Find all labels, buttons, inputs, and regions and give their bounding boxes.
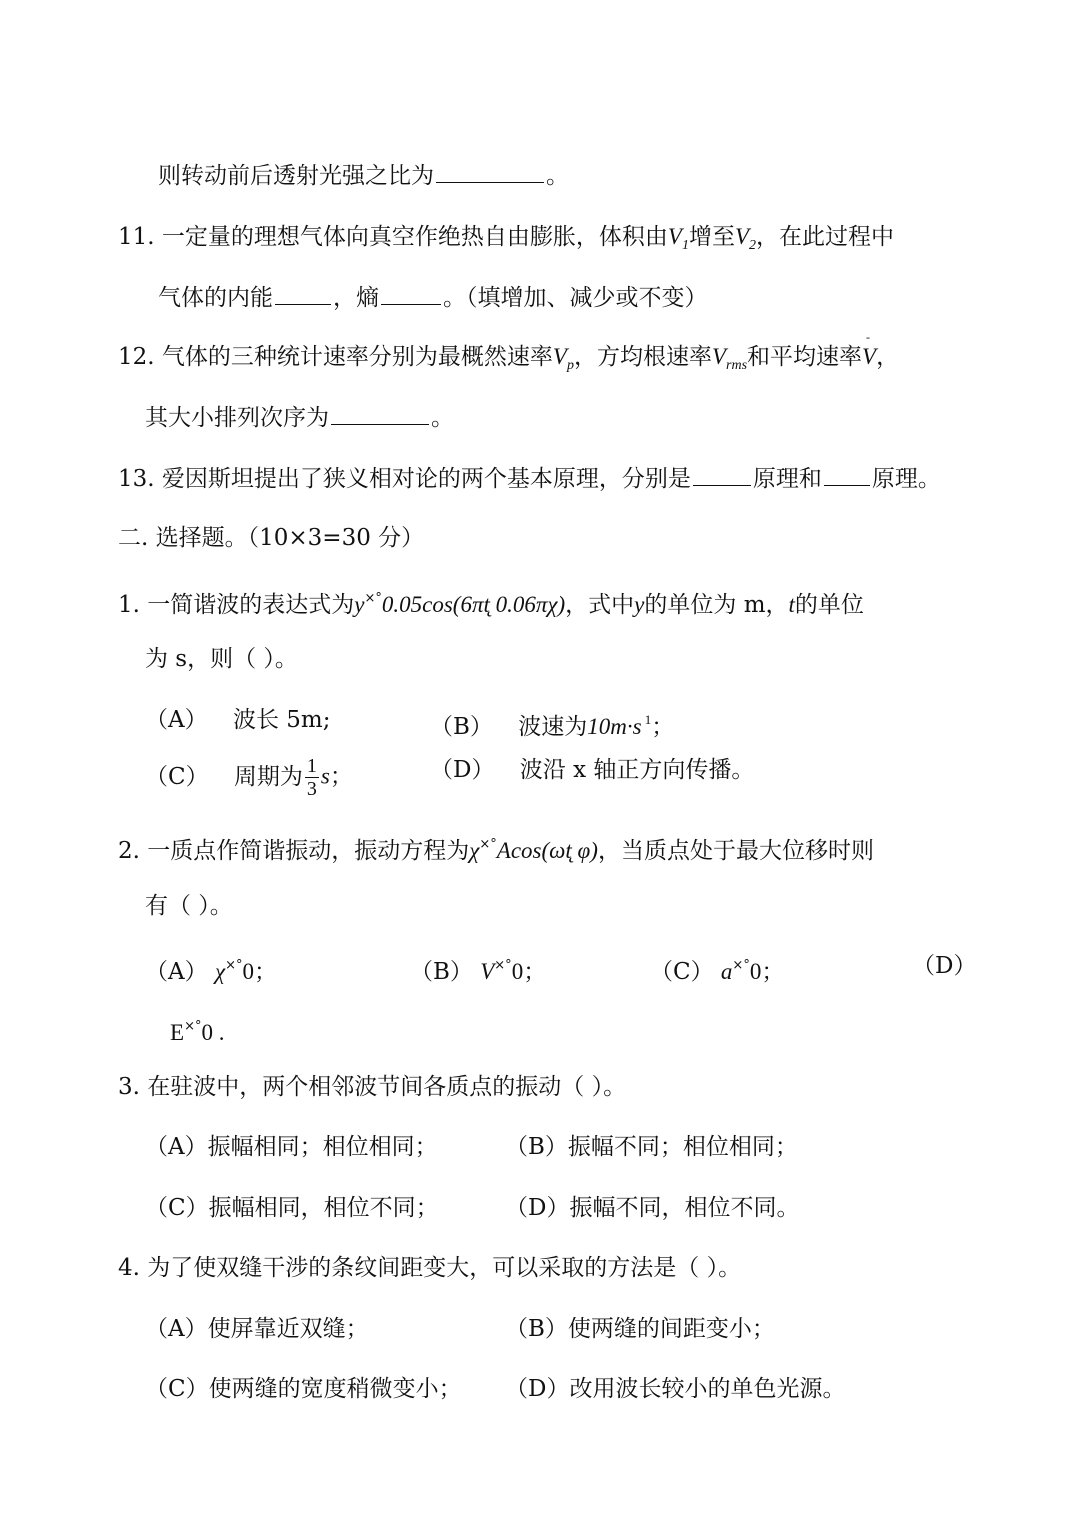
c1-option-a[interactable] <box>145 705 330 735</box>
var-e: E <box>170 1020 185 1045</box>
vp-symbol <box>552 344 574 373</box>
c1-eq-y: y <box>354 592 365 617</box>
v1-sub: 1 <box>681 238 689 253</box>
option-label: （A） <box>145 707 208 733</box>
q11-text-f: 。（填增加、减少或不变） <box>443 285 708 311</box>
q10-text: 则转动前后透射光强之比为 <box>158 163 434 189</box>
option-text: 波沿 x 轴正方向传播。 <box>519 757 755 783</box>
option-text: 周期为 <box>233 763 303 790</box>
c2-option-b[interactable] <box>410 951 546 987</box>
speed-value: 10m·s <box>587 714 642 739</box>
c2-eq-expression: Acos(ωt̨ φ) <box>496 838 598 863</box>
c2-eq-x: χ <box>469 838 480 863</box>
seconds-unit: s <box>320 763 330 789</box>
fraction-denominator: 3 <box>306 778 317 800</box>
zero-value: 0； <box>511 959 547 984</box>
q11-text-b: 增至 <box>688 224 735 250</box>
c2-option-c[interactable] <box>650 951 784 987</box>
option-label: （C） <box>650 959 714 985</box>
q11-entropy-blank[interactable] <box>381 282 441 305</box>
option-text: 波速为 <box>518 714 588 740</box>
q13-text-c: 原理。 <box>871 466 941 492</box>
c2-eq-garbled-sign: ×° <box>479 837 497 852</box>
section-2-heading: 二. 选择题。（10×3=30 分） <box>118 525 425 551</box>
q12-text-c: 和平均速率 <box>747 344 863 370</box>
q13-blank-2[interactable] <box>824 463 870 486</box>
q11-text-a: 11. 一定量的理想气体向真空作绝热自由膨胀，体积由 <box>118 224 668 250</box>
c1-text-a: 1. 一简谐波的表达式为 <box>118 592 355 618</box>
q10-period: 。 <box>546 163 569 189</box>
c3-option-a[interactable]: （A）振幅相同；相位相同； <box>145 1134 438 1160</box>
garbled-sign: ×° <box>494 958 512 973</box>
q13-line <box>118 463 941 494</box>
c2-line2: 有（ ）。 <box>145 893 233 919</box>
fraction-numerator: 1 <box>306 755 317 777</box>
c3-option-c[interactable]: （C）振幅相同，相位不同； <box>145 1195 439 1221</box>
option-label: （D） <box>912 953 977 979</box>
garbled-sign: ×° <box>732 958 750 973</box>
option-label: （B） <box>430 714 493 740</box>
q11-energy-blank[interactable] <box>275 282 331 305</box>
q13-blank-1[interactable] <box>693 463 751 486</box>
vbar-symbol: - V <box>862 342 876 372</box>
c1-option-c[interactable] <box>145 755 353 800</box>
q10-continuation <box>158 160 569 191</box>
c1-text-b: ，式中 <box>565 592 635 618</box>
v2-symbol <box>734 224 757 253</box>
c2-line1 <box>118 830 874 866</box>
c1-t: t <box>788 592 795 617</box>
vp-letter: V <box>552 344 567 369</box>
q12-text-d: ， <box>876 344 900 370</box>
c4-option-d[interactable]: （D）改用波长较小的单色光源。 <box>505 1376 846 1402</box>
option-label: （D） <box>430 757 495 783</box>
c3-question: 3. 在驻波中，两个相邻波节间各质点的振动（ ）。 <box>118 1074 627 1100</box>
q12-text-a: 12. 气体的三种统计速率分别为最概然速率 <box>118 344 553 370</box>
semicolon: ； <box>329 763 353 790</box>
zero-value: 0； <box>242 959 277 984</box>
q12-text-f: 。 <box>431 405 454 431</box>
q12-line1 <box>118 342 899 381</box>
q13-text-b: 原理和 <box>752 466 822 492</box>
var-v: V <box>480 959 495 984</box>
option-text: 波长 5m; <box>232 707 331 733</box>
c1-option-b[interactable] <box>430 705 674 742</box>
q12-answer-blank[interactable] <box>331 402 429 425</box>
c4-option-c[interactable]: （C）使两缝的宽度稍微变小； <box>145 1376 462 1402</box>
c4-question: 4. 为了使双缝干涉的条纹间距变大，可以采取的方法是（ ）。 <box>118 1255 742 1281</box>
v1-symbol <box>667 224 689 253</box>
vrms-letter: V <box>711 344 727 369</box>
c4-option-a[interactable]: （A）使屏靠近双缝； <box>145 1316 369 1342</box>
garbled-sign: ×° <box>184 1019 202 1034</box>
zero-value: 0 . <box>201 1020 225 1045</box>
q11-line1 <box>118 222 894 261</box>
c2-text-b: ，当质点处于最大位移时则 <box>597 838 874 864</box>
c2-option-d-content[interactable] <box>170 1012 224 1048</box>
vrms-symbol <box>711 344 748 373</box>
v2-letter: V <box>734 224 750 249</box>
speed-exponent: 1 <box>641 712 652 727</box>
v1-letter: V <box>667 224 682 249</box>
c1-eq-expression: 0.05cos(6πt̨ 0.06πχ) <box>381 592 566 617</box>
c2-option-d-label[interactable] <box>912 951 976 981</box>
c1-eq-garbled-sign: ×° <box>364 591 382 606</box>
q12-text-b: ，方均根速率 <box>573 344 712 370</box>
q11-line2 <box>158 282 708 313</box>
vrms-sub: rms <box>726 358 748 373</box>
c1-option-d[interactable] <box>430 755 754 785</box>
garbled-sign: ×° <box>225 958 243 973</box>
c1-line2: 为 s，则（ ）。 <box>145 646 298 672</box>
q11-text-e: ，熵 <box>333 285 379 311</box>
q11-text-c: ，在此过程中 <box>756 224 895 250</box>
q10-answer-blank[interactable] <box>436 160 544 183</box>
c2-text-a: 2. 一质点作简谐振动，振动方程为 <box>118 838 470 864</box>
var-a: a <box>720 959 733 984</box>
q13-text-a: 13. 爱因斯坦提出了狭义相对论的两个基本原理，分别是 <box>118 466 691 492</box>
c3-option-d[interactable]: （D）振幅不同，相位不同。 <box>505 1195 800 1221</box>
var-x: χ <box>214 959 226 984</box>
c3-option-b[interactable]: （B）振幅不同；相位相同； <box>505 1134 798 1160</box>
q11-text-d: 气体的内能 <box>158 285 273 311</box>
option-label: （C） <box>145 763 209 790</box>
c2-option-a[interactable] <box>145 951 277 987</box>
c1-text-d: 的单位 <box>794 592 864 618</box>
zero-value: 0； <box>749 959 785 984</box>
option-label: （B） <box>410 959 473 985</box>
c1-line1 <box>118 584 864 620</box>
semicolon: ； <box>651 714 675 740</box>
q12-line2 <box>145 402 454 433</box>
fraction-one-third <box>305 755 319 800</box>
c4-option-b[interactable]: （B）使两缝的间距变小； <box>505 1316 775 1342</box>
q12-text-e: 其大小排列次序为 <box>145 405 329 431</box>
c1-text-c: 的单位为 m， <box>644 592 789 618</box>
option-label: （A） <box>145 959 208 985</box>
vp-sub: p <box>566 358 574 373</box>
v2-sub: 2 <box>749 238 757 253</box>
c1-y: y <box>634 592 645 617</box>
